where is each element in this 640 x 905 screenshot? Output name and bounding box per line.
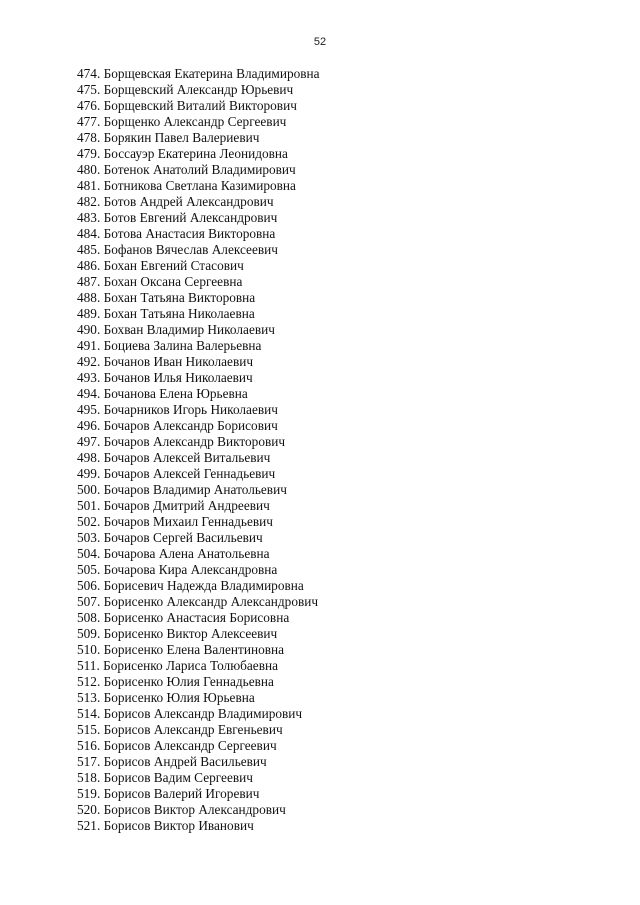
list-item: 476. Борщевский Виталий Викторович [77,98,297,113]
list-item: 474. Борщевская Екатерина Владимировна [77,66,320,81]
list-item: 478. Борякин Павел Валериевич [77,130,260,145]
list-item: 499. Бочаров Алексей Геннадьевич [77,466,276,481]
list-item: 489. Бохан Татьяна Николаевна [77,306,255,321]
list-item: 497. Бочаров Александр Викторович [77,434,286,449]
list-item: 500. Бочаров Владимир Анатольевич [77,482,287,497]
list-item: 511. Борисенко Лариса Толюбаевна [77,658,278,673]
list-item: 490. Бохван Владимир Николаевич [77,322,275,337]
list-item: 520. Борисов Виктор Александрович [77,802,286,817]
list-item: 515. Борисов Александр Евгеньевич [77,722,283,737]
list-item: 491. Боциева Залина Валерьевна [77,338,262,353]
list-item: 475. Борщевский Александр Юрьевич [77,82,294,97]
list-item: 488. Бохан Татьяна Викторовна [77,290,256,305]
list-item: 502. Бочаров Михаил Геннадьевич [77,514,273,529]
list-item: 483. Ботов Евгений Александрович [77,210,278,225]
list-item: 506. Борисевич Надежда Владимировна [77,578,304,593]
list-item: 486. Бохан Евгений Стасович [77,258,244,273]
list-item: 519. Борисов Валерий Игоревич [77,786,260,801]
list-item: 507. Борисенко Александр Александрович [77,594,319,609]
list-item: 480. Ботенок Анатолий Владимирович [77,162,296,177]
list-item: 481. Ботникова Светлана Казимировна [77,178,296,193]
name-list [77,66,320,834]
list-item: 516. Борисов Александр Сергеевич [77,738,277,753]
list-item: 509. Борисенко Виктор Алексеевич [77,626,278,641]
list-item: 504. Бочарова Алена Анатольевна [77,546,270,561]
list-item: 493. Бочанов Илья Николаевич [77,370,253,385]
list-item: 508. Борисенко Анастасия Борисовна [77,610,290,625]
list-item: 496. Бочаров Александр Борисович [77,418,278,433]
list-item: 487. Бохан Оксана Сергеевна [77,274,243,289]
list-item: 513. Борисенко Юлия Юрьевна [77,690,255,705]
list-item: 495. Бочарников Игорь Николаевич [77,402,278,417]
list-item: 482. Ботов Андрей Александрович [77,194,274,209]
list-item: 521. Борисов Виктор Иванович [77,818,254,833]
list-item: 503. Бочаров Сергей Васильевич [77,530,263,545]
list-item: 512. Борисенко Юлия Геннадьевна [77,674,274,689]
list-item: 492. Бочанов Иван Николаевич [77,354,254,369]
list-item: 477. Борщенко Александр Сергеевич [77,114,287,129]
list-item: 479. Боссауэр Екатерина Леонидовна [77,146,288,161]
list-item: 484. Ботова Анастасия Викторовна [77,226,276,241]
list-item: 498. Бочаров Алексей Витальевич [77,450,271,465]
list-item: 485. Бофанов Вячеслав Алексеевич [77,242,278,257]
list-item: 494. Бочанова Елена Юрьевна [77,386,248,401]
list-item: 518. Борисов Вадим Сергеевич [77,770,253,785]
list-item: 517. Борисов Андрей Васильевич [77,754,267,769]
list-item: 514. Борисов Александр Владимирович [77,706,303,721]
list-item: 505. Бочарова Кира Александровна [77,562,278,577]
list-item: 501. Бочаров Дмитрий Андреевич [77,498,270,513]
page-number: 52 [313,36,327,48]
list-item: 510. Борисенко Елена Валентиновна [77,642,285,657]
